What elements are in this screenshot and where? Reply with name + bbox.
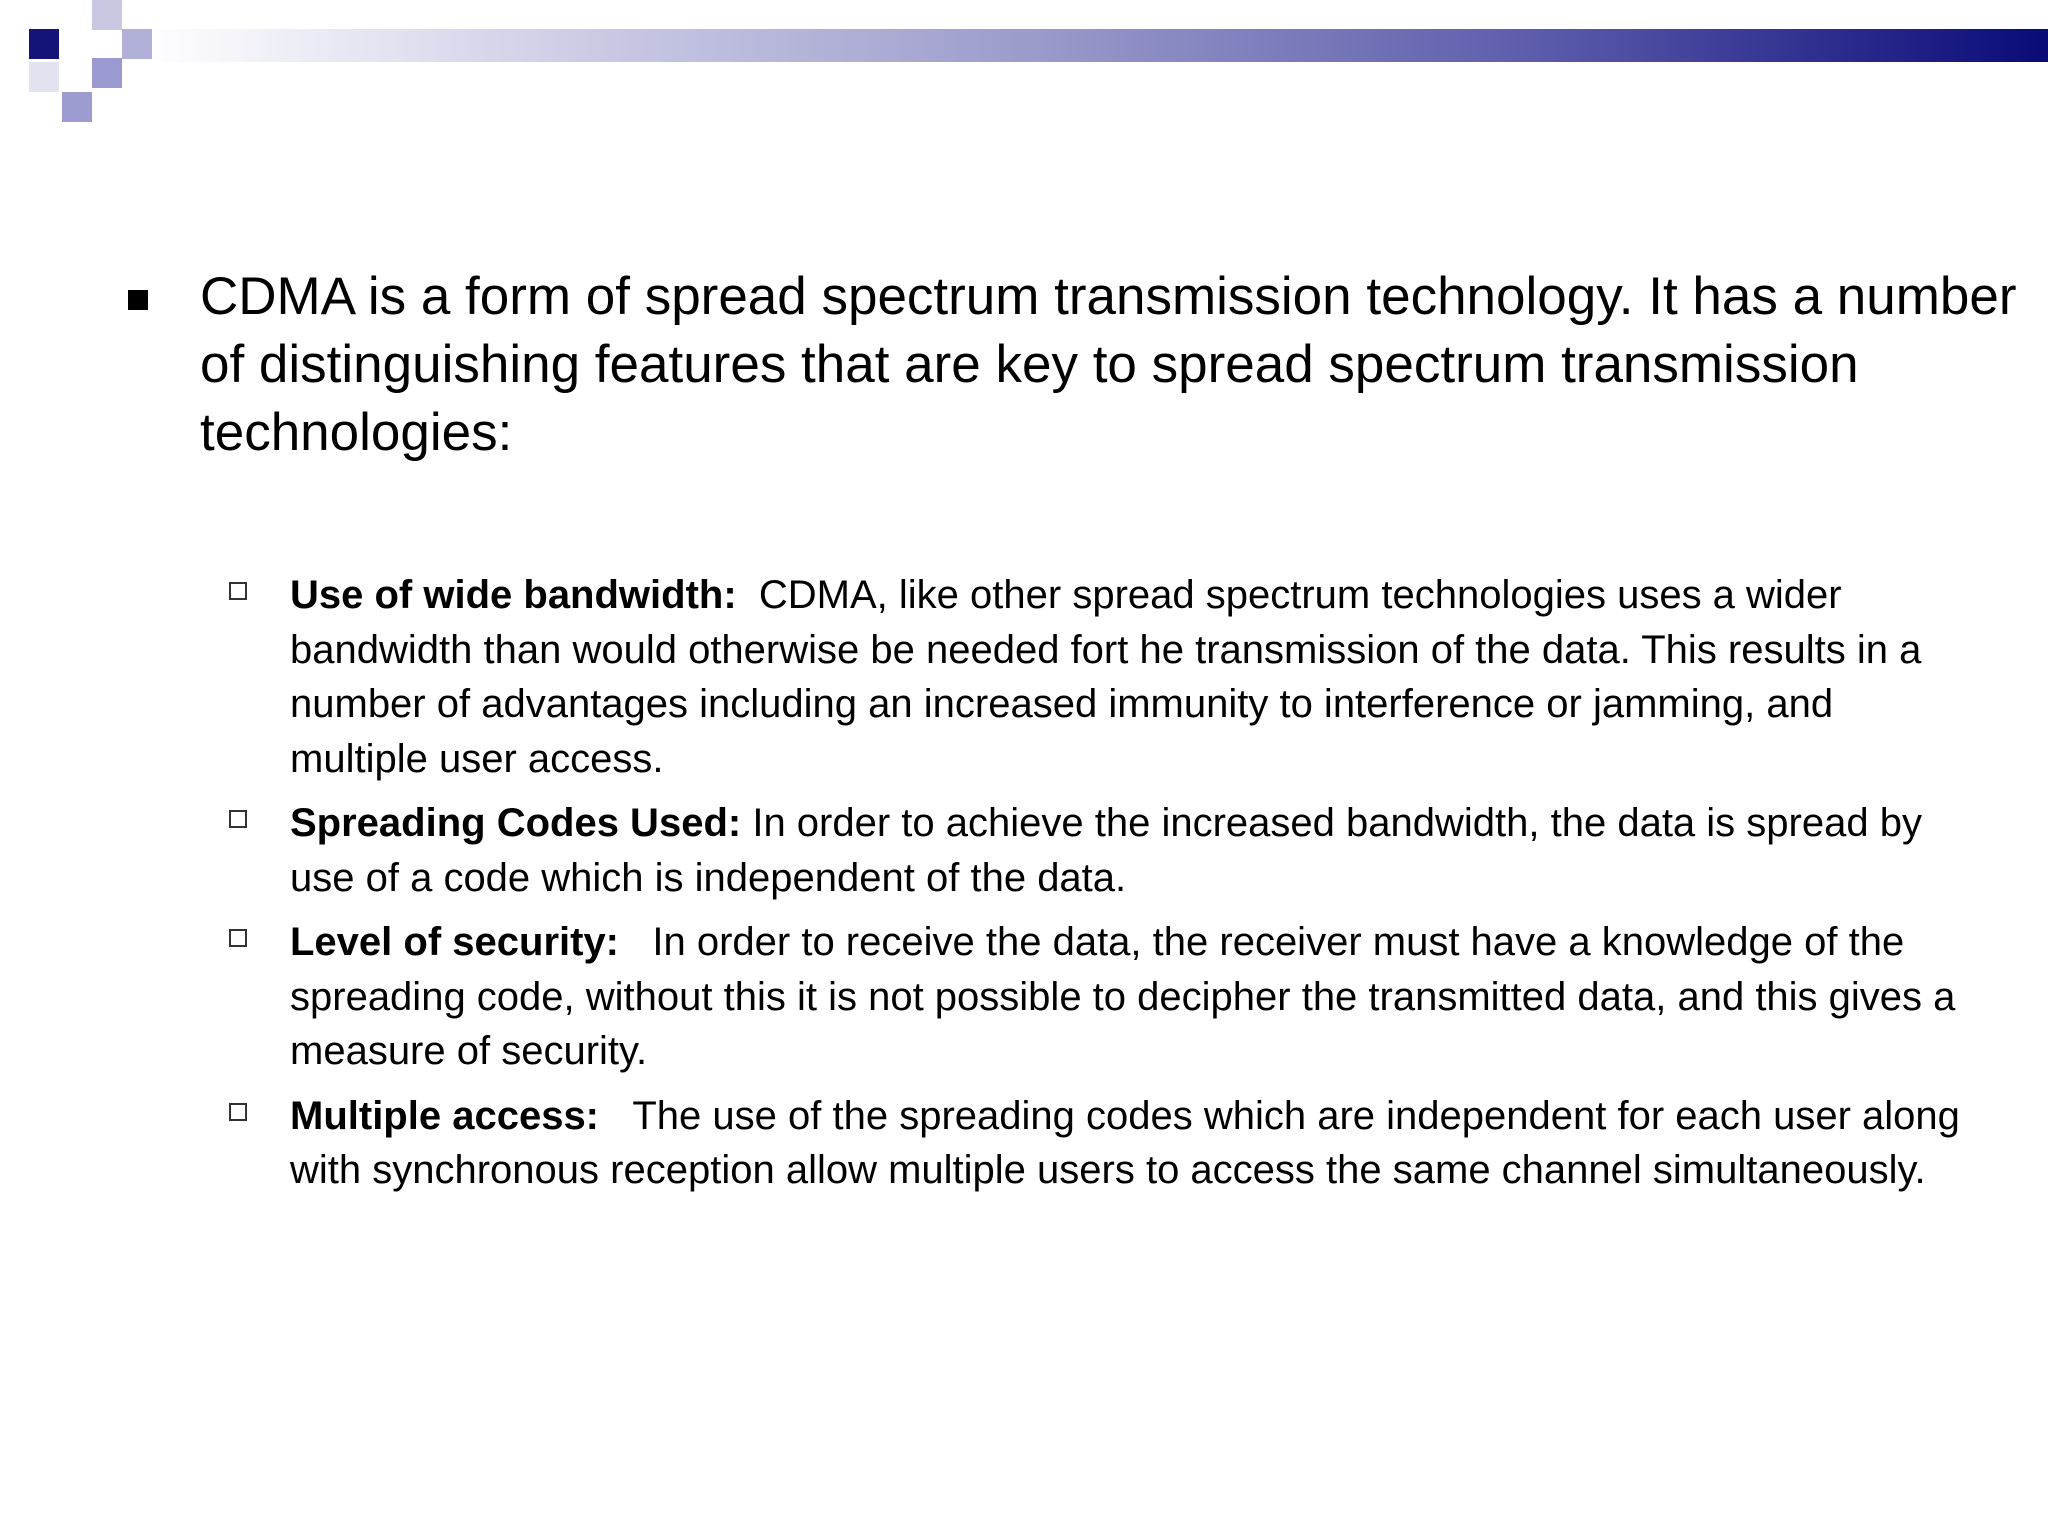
sub-bullet-wide-bandwidth: [229, 568, 1929, 786]
decorative-square: [29, 29, 59, 59]
hollow-square-bullet-icon: [229, 810, 247, 828]
header-gradient-band: [0, 29, 2048, 62]
sub-bullet-multiple-access: [229, 1089, 1960, 1198]
decorative-square: [92, 0, 122, 30]
sub-bullet-label: Spreading Codes Used:: [290, 801, 742, 845]
decorative-square: [122, 29, 152, 59]
sub-bullet-text: CDMA, like other spread spectrum technologies uses a wider bandwidth than would otherwise be needed fort he transmission of the data. This results in a number of advantages including an increased immunity to interference or jamming, and multiple user access.: [290, 573, 1922, 781]
sub-bullet-label: Multiple access:: [290, 1093, 600, 1138]
sub-bullet-list: [229, 568, 1960, 1208]
sub-bullet-spreading-codes: [229, 796, 1929, 905]
sub-bullet-text: In order to achieve the increased bandwidth, the data is spread by use of a code which is independent of the data.: [290, 801, 1922, 900]
sub-bullet-label: Use of wide bandwidth:: [290, 573, 737, 617]
decorative-square: [92, 58, 122, 88]
hollow-square-bullet-icon: [229, 1103, 247, 1121]
hollow-square-bullet-icon: [229, 929, 247, 947]
decorative-square: [62, 92, 92, 122]
hollow-square-bullet-icon: [229, 582, 247, 600]
sub-bullet-security: [229, 915, 1956, 1079]
sub-bullet-body: [290, 796, 1970, 905]
sub-bullet-label: Level of security:: [290, 920, 620, 964]
sub-bullet-body: [290, 915, 1970, 1079]
main-bullet-text: CDMA is a form of spread spectrum transmission technology. It has a number of distinguishing features that are key to spread spectrum transmission technologies:: [200, 267, 2017, 462]
sub-bullet-text: The use of the spreading codes which are independent for each user along with synchronous reception allow multiple users to access the same channel simultaneously.: [290, 1093, 1960, 1192]
sub-bullet-body: [290, 568, 1970, 786]
sub-bullet-body: [290, 1089, 1970, 1198]
sub-bullet-text: In order to receive the data, the receiver must have a knowledge of the spreading code, without this it is not possible to decipher the transmitted data, and this gives a measure of security.: [290, 920, 1956, 1073]
decorative-square: [29, 62, 59, 92]
filled-square-bullet-icon: [128, 290, 148, 310]
